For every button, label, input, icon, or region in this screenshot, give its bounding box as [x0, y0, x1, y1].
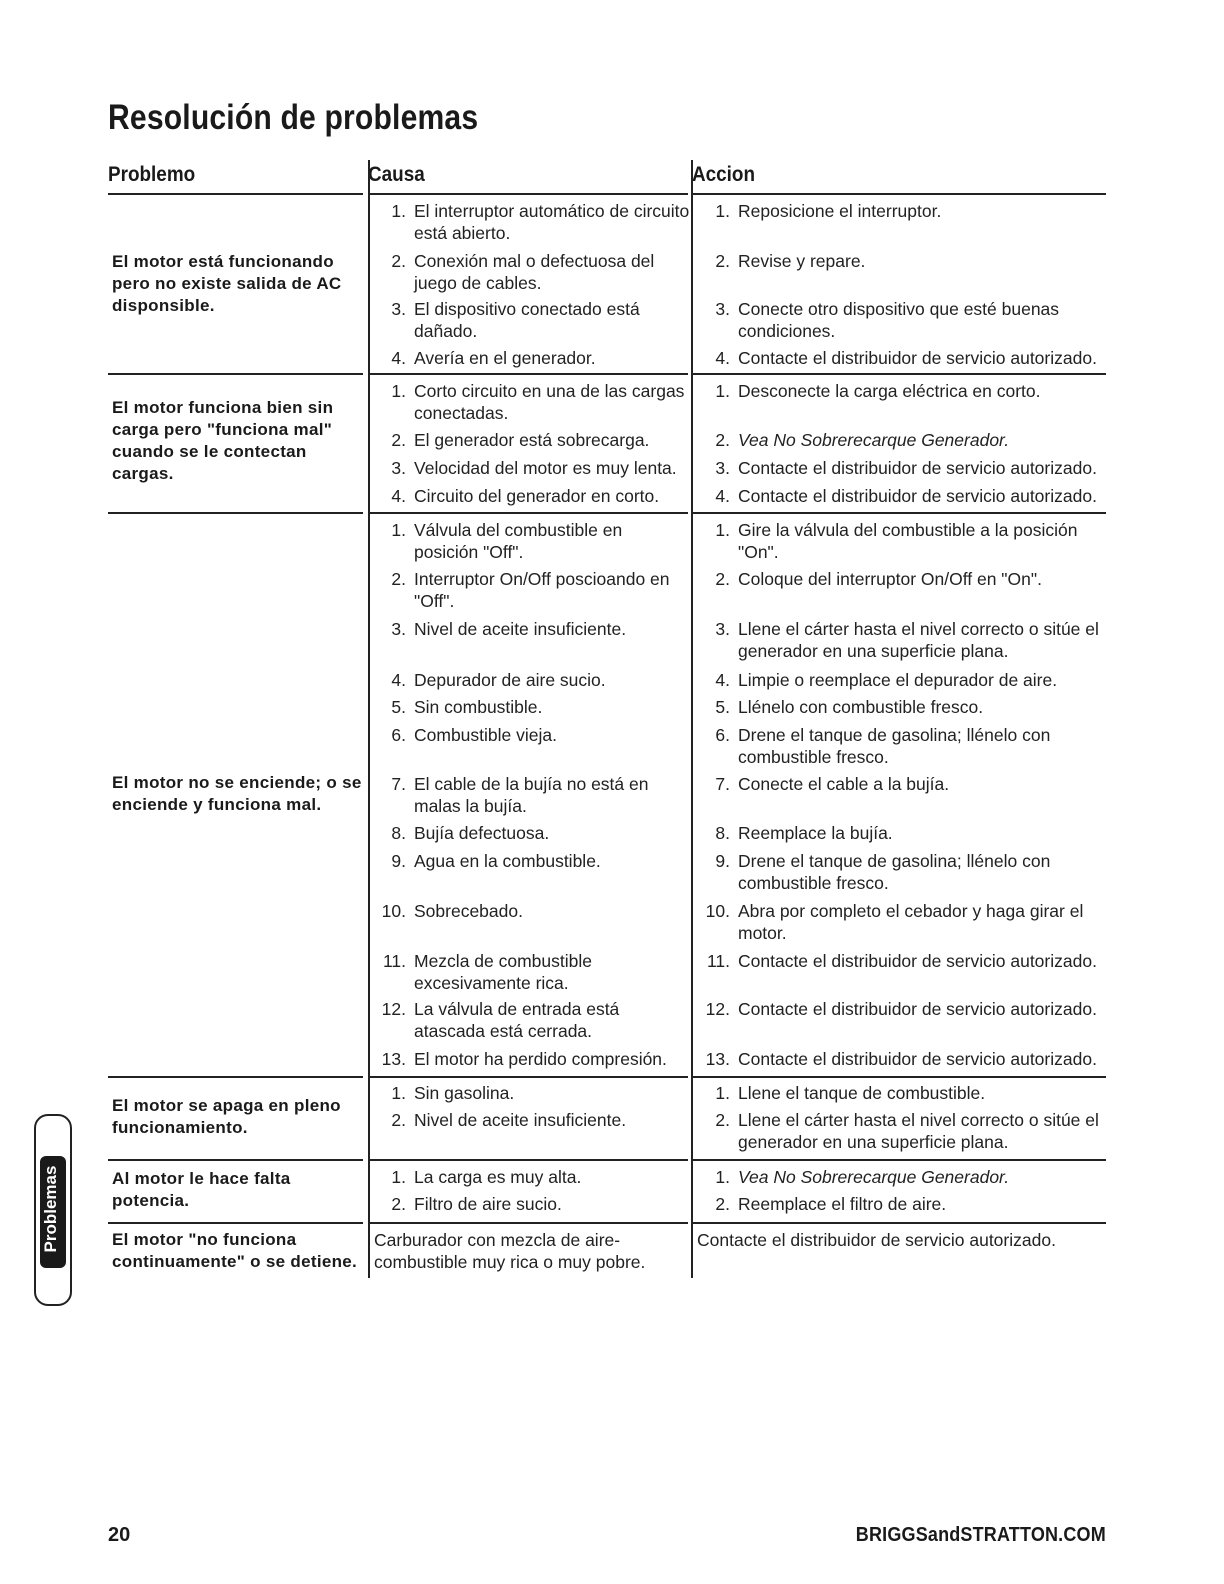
row-number: 4. — [391, 670, 406, 690]
action-text: Llene el cárter hasta el nivel correcto o sitúe el generador en una superficie plana. — [738, 1110, 1099, 1152]
row-number: 8. — [391, 823, 406, 843]
problem-5: Al motor le hace falta potencia. — [112, 1169, 291, 1210]
cause-text: El cable de la bujía no está en malas la bujía. — [414, 774, 649, 816]
action-text: Desconecte la carga eléctrica en corto. — [738, 381, 1041, 401]
row-number: 3. — [715, 458, 730, 478]
page-title: Resolución de problemas — [108, 98, 479, 137]
row-number: 2. — [715, 251, 730, 271]
row-number: 3. — [391, 299, 406, 319]
section-side-tab — [34, 1114, 72, 1306]
row-number: 2. — [391, 251, 406, 271]
row-number: 1. — [715, 381, 730, 401]
cause-text: Conexión mal o defectuosa del juego de cables. — [414, 251, 655, 293]
row-number: 2. — [715, 1194, 730, 1214]
row-number: 1. — [391, 201, 406, 221]
column-divider-cause — [368, 160, 370, 1278]
action-text: Abra por completo el cebador y haga girar el motor. — [738, 901, 1084, 943]
cause-text: Nivel de aceite insuficiente. — [414, 1110, 627, 1130]
row-separator — [108, 1222, 363, 1224]
row-number: 10. — [705, 901, 730, 921]
cause-text: Nivel de aceite insuficiente. — [414, 619, 627, 639]
row-separator — [108, 1159, 363, 1161]
action-text: Contacte el distribuidor de servicio autorizado. — [738, 999, 1097, 1019]
row-separator — [692, 512, 1106, 514]
row-number: 2. — [715, 1110, 730, 1130]
problem-4: El motor se apaga en pleno funcionamiento. — [112, 1096, 341, 1137]
header-cause — [368, 157, 688, 195]
action-text: Contacte el distribuidor de servicio autorizado. — [738, 458, 1097, 478]
row-number: 10. — [381, 901, 406, 921]
row-number: 1. — [715, 1167, 730, 1187]
row-number: 2. — [391, 430, 406, 450]
row-number: 6. — [391, 725, 406, 745]
row-number: 1. — [715, 201, 730, 221]
row-number: 11. — [382, 951, 406, 971]
row-number: 1. — [391, 1083, 406, 1103]
row-separator — [368, 1076, 688, 1078]
action-text: Coloque del interruptor On/Off en "On". — [738, 569, 1042, 589]
cause-text: El motor ha perdido compresión. — [414, 1049, 667, 1069]
row-number: 3. — [715, 619, 730, 639]
cause-text: Válvula del combustible en posición "Off". — [414, 520, 623, 562]
header-action-label: Accion — [692, 163, 756, 186]
row-number: 1. — [391, 381, 406, 401]
cause-text: El dispositivo conectado está dañado. — [414, 299, 640, 341]
action-text: Conecte el cable a la bujía. — [738, 774, 950, 794]
cause-text: Sin combustible. — [414, 697, 543, 717]
row-number: 5. — [391, 697, 406, 717]
row-number: 1. — [391, 1167, 406, 1187]
cause-text: Corto circuito en una de las cargas conectadas. — [414, 381, 685, 423]
row-number: 3. — [391, 619, 406, 639]
problem-1: El motor está funcionando pero no existe salida de AC disponsible. — [112, 252, 342, 315]
row-number: 4. — [391, 486, 406, 506]
row-number: 2. — [391, 1194, 406, 1214]
cause-text: El interruptor automático de circuito está abierto. — [414, 201, 690, 243]
cause-text: Sin gasolina. — [414, 1083, 515, 1103]
header-problem-label: Problemo — [108, 163, 196, 186]
header-action — [692, 157, 1106, 195]
row-number: 3. — [391, 458, 406, 478]
cause-text: La carga es muy alta. — [414, 1167, 582, 1187]
cause-text: Velocidad del motor es muy lenta. — [414, 458, 677, 478]
action-text: Limpie o reemplace el depurador de aire. — [738, 670, 1058, 690]
row-number: 2. — [391, 569, 406, 589]
row-separator — [368, 512, 688, 514]
action-text: Contacte el distribuidor de servicio autorizado. — [697, 1230, 1056, 1250]
cause-text: Combustible vieja. — [414, 725, 557, 745]
row-separator — [108, 512, 363, 514]
header-problem — [108, 157, 363, 195]
action-text: Contacte el distribuidor de servicio autorizado. — [738, 348, 1097, 368]
cause-text: Interruptor On/Off poscioando en "Off". — [414, 569, 670, 611]
row-separator — [692, 1076, 1106, 1078]
action-text: Drene el tanque de gasolina; llénelo con combustible fresco. — [738, 851, 1051, 893]
row-separator — [368, 1222, 688, 1224]
action-text: Llene el cárter hasta el nivel correcto o sitúe el generador en una superficie plana. — [738, 619, 1099, 661]
action-text: Contacte el distribuidor de servicio autorizado. — [738, 486, 1097, 506]
row-number: 9. — [715, 851, 730, 871]
row-separator — [692, 1222, 1106, 1224]
cause-text: Sobrecebado. — [414, 901, 523, 921]
cause-text: Carburador con mezcla de aire-combustible muy rica o muy pobre. — [374, 1230, 646, 1272]
action-text: Llénelo con combustible fresco. — [738, 697, 984, 717]
row-separator — [368, 1159, 688, 1161]
row-number: 4. — [715, 486, 730, 506]
cause-text: Bujía defectuosa. — [414, 823, 550, 843]
problem-6: El motor "no funciona continuamente" o se detiene. — [112, 1230, 358, 1271]
problem-3: El motor no se enciende; o se enciende y funciona mal. — [112, 773, 362, 814]
header-cause-label: Causa — [368, 163, 425, 186]
cause-text: Mezcla de combustible excesivamente rica. — [414, 951, 592, 993]
row-number: 9. — [391, 851, 406, 871]
action-text: Drene el tanque de gasolina; llénelo con combustible fresco. — [738, 725, 1051, 767]
row-separator — [692, 373, 1106, 375]
row-separator — [692, 1159, 1106, 1161]
row-number: 4. — [391, 348, 406, 368]
cause-text: Depurador de aire sucio. — [414, 670, 606, 690]
website-url: BRIGGSandSTRATTON.COM — [855, 1524, 1106, 1546]
cause-text: Avería en el generador. — [414, 348, 596, 368]
row-number: 1. — [391, 520, 406, 540]
cause-text: Agua en la combustible. — [414, 851, 601, 871]
row-number: 7. — [715, 774, 730, 794]
action-text: Revise y repare. — [738, 251, 866, 271]
cause-text: El generador está sobrecarga. — [414, 430, 650, 450]
row-number: 4. — [715, 670, 730, 690]
action-text: Vea No Sobrerecarque Generador. — [738, 1167, 1010, 1187]
row-number: 12. — [705, 999, 730, 1019]
row-number: 13. — [381, 1049, 406, 1069]
row-number: 4. — [715, 348, 730, 368]
action-text: Reemplace el filtro de aire. — [738, 1194, 947, 1214]
row-number: 7. — [391, 774, 406, 794]
page-number: 20 — [108, 1524, 131, 1546]
column-divider-action — [691, 160, 693, 1278]
row-number: 12. — [381, 999, 406, 1019]
row-number: 5. — [715, 697, 730, 717]
row-number: 1. — [715, 520, 730, 540]
row-separator — [368, 373, 688, 375]
row-number: 3. — [715, 299, 730, 319]
row-number: 2. — [715, 430, 730, 450]
row-separator — [108, 1076, 363, 1078]
row-number: 13. — [705, 1049, 730, 1069]
action-text: Contacte el distribuidor de servicio autorizado. — [738, 951, 1097, 971]
cause-text: Circuito del generador en corto. — [414, 486, 660, 506]
problem-2: El motor funciona bien sin carga pero "funciona mal" cuando se le contectan cargas. — [112, 398, 334, 483]
row-number: 2. — [391, 1110, 406, 1130]
action-text: Reposicione el interruptor. — [738, 201, 942, 221]
row-number: 11. — [706, 951, 730, 971]
row-number: 8. — [715, 823, 730, 843]
row-number: 2. — [715, 569, 730, 589]
action-text: Contacte el distribuidor de servicio autorizado. — [738, 1049, 1097, 1069]
action-text: Conecte otro dispositivo que esté buenas condiciones. — [738, 299, 1060, 341]
row-number: 6. — [715, 725, 730, 745]
action-text: Vea No Sobrerecarque Generador. — [738, 430, 1010, 450]
row-number: 1. — [715, 1083, 730, 1103]
cause-text: La válvula de entrada está atascada está cerrada. — [414, 999, 620, 1041]
side-tab-label: Problemas — [41, 1165, 60, 1253]
row-separator — [108, 373, 363, 375]
action-text: Reemplace la bujía. — [738, 823, 893, 843]
action-text: Llene el tanque de combustible. — [738, 1083, 986, 1103]
action-text: Gire la válvula del combustible a la posición "On". — [738, 520, 1078, 562]
cause-text: Filtro de aire sucio. — [414, 1194, 562, 1214]
